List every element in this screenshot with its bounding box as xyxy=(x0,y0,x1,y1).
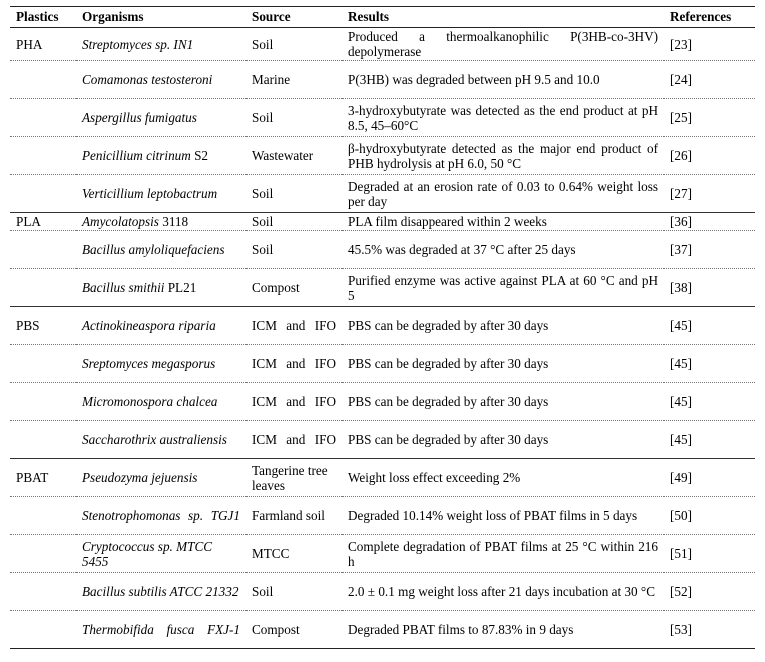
result-cell: Weight loss effect exceeding 2% xyxy=(342,459,664,497)
plastic-cell xyxy=(10,611,76,649)
table-row xyxy=(10,611,755,649)
organism-cell xyxy=(76,28,246,61)
organism-cell xyxy=(76,99,246,137)
plastic-cell xyxy=(10,231,76,269)
organism-name: Pseudozyma jejuensis xyxy=(82,470,198,485)
reference-cell: [50] xyxy=(664,497,755,535)
organism-name: Micromonospora chalcea xyxy=(82,394,218,409)
plastic-cell: PBS xyxy=(10,307,76,345)
reference-cell: [51] xyxy=(664,535,755,573)
result-cell: β-hydroxybutyrate detected as the major end product of PHB hydrolysis at pH 6.0, 50 °C xyxy=(342,137,664,175)
table-row xyxy=(10,28,755,61)
reference-cell: [52] xyxy=(664,573,755,611)
result-cell: Purified enzyme was active against PLA at 60 °C and pH 5 xyxy=(342,269,664,307)
result-cell: Degraded at an erosion rate of 0.03 to 0.64% weight loss per day xyxy=(342,175,664,213)
source-cell: Soil xyxy=(246,213,342,231)
table-row xyxy=(10,383,755,421)
strain-label: PL21 xyxy=(164,280,197,295)
source-cell: Soil xyxy=(246,28,342,61)
header-organisms: Organisms xyxy=(76,7,246,28)
organism-cell xyxy=(76,459,246,497)
organism-cell xyxy=(76,345,246,383)
result-cell: Degraded PBAT films to 87.83% in 9 days xyxy=(342,611,664,649)
reference-cell: [49] xyxy=(664,459,755,497)
organism-name: Cryptococcus sp. MTCC 5455 xyxy=(82,538,213,569)
plastic-cell xyxy=(10,497,76,535)
reference-cell: [45] xyxy=(664,345,755,383)
plastic-cell xyxy=(10,175,76,213)
source-cell: Soil xyxy=(246,175,342,213)
table-row xyxy=(10,137,755,175)
strain-label: 3118 xyxy=(158,214,189,229)
table-row xyxy=(10,231,755,269)
source-cell: Tangerine tree leaves xyxy=(246,459,342,497)
source-cell: MTCC xyxy=(246,535,342,573)
organism-name: Amycolatopsis xyxy=(82,214,159,229)
reference-cell: [45] xyxy=(664,421,755,459)
table-row xyxy=(10,175,755,213)
result-cell: 45.5% was degraded at 37 °C after 25 days xyxy=(342,231,664,269)
organism-name: Aspergillus fumigatus xyxy=(82,110,197,125)
source-cell: ICM and IFO xyxy=(246,421,342,459)
organism-name: Saccharothrix australiensis xyxy=(82,432,227,447)
reference-cell: [27] xyxy=(664,175,755,213)
reference-cell: [38] xyxy=(664,269,755,307)
result-cell: Produced a thermoalkanophilic P(3HB-co-3HV) depolymerase xyxy=(342,28,664,61)
reference-cell: [53] xyxy=(664,611,755,649)
organism-cell xyxy=(76,213,246,231)
result-cell: Degraded 10.14% weight loss of PBAT films in 5 days xyxy=(342,497,664,535)
organism-cell xyxy=(76,61,246,99)
degradation-table xyxy=(10,6,755,649)
source-cell: Marine xyxy=(246,61,342,99)
source-cell: Soil xyxy=(246,99,342,137)
organism-cell xyxy=(76,307,246,345)
reference-cell: [24] xyxy=(664,61,755,99)
source-cell: ICM and IFO xyxy=(246,307,342,345)
organism-cell xyxy=(76,137,246,175)
table-row xyxy=(10,345,755,383)
reference-cell: [26] xyxy=(664,137,755,175)
organism-cell xyxy=(76,383,246,421)
result-cell: PBS can be degraded by after 30 days xyxy=(342,383,664,421)
organism-name: Streptomyces sp. IN1 xyxy=(82,36,194,52)
source-cell: Compost xyxy=(246,269,342,307)
organism-cell xyxy=(76,497,246,535)
header-results: Results xyxy=(342,7,664,28)
header-references: References xyxy=(664,7,755,28)
source-cell: ICM and IFO xyxy=(246,345,342,383)
reference-cell: [37] xyxy=(664,231,755,269)
source-cell: Farmland soil xyxy=(246,497,342,535)
table-row xyxy=(10,99,755,137)
header-plastics: Plastics xyxy=(10,7,76,28)
source-cell: Soil xyxy=(246,231,342,269)
organism-name: Stenotrophomonas sp. TGJ1 xyxy=(82,508,240,523)
organism-name: Penicillium citrinum xyxy=(82,148,191,163)
result-cell: Complete degradation of PBAT films at 25 °C within 216 h xyxy=(342,535,664,573)
plastic-cell: PBAT xyxy=(10,459,76,497)
header-row xyxy=(10,7,755,28)
organism-name: Verticillium leptobactrum xyxy=(82,186,218,201)
result-cell: 3-hydroxybutyrate was detected as the end product at pH 8.5, 45–60°C xyxy=(342,99,664,137)
organism-cell xyxy=(76,535,246,573)
organism-cell xyxy=(76,573,246,611)
organism-cell xyxy=(76,421,246,459)
plastic-cell xyxy=(10,573,76,611)
result-cell: PLA film disappeared within 2 weeks xyxy=(342,213,664,231)
table-row xyxy=(10,269,755,307)
source-cell: ICM and IFO xyxy=(246,383,342,421)
result-cell: PBS can be degraded by after 30 days xyxy=(342,421,664,459)
source-cell: Soil xyxy=(246,573,342,611)
strain-label: S2 xyxy=(190,148,209,163)
source-cell: Compost xyxy=(246,611,342,649)
header-source: Source xyxy=(246,7,342,28)
result-cell: P(3HB) was degraded between pH 9.5 and 10.0 xyxy=(342,61,664,99)
plastic-cell xyxy=(10,61,76,99)
organism-name: Thermobifida fusca FXJ-1 xyxy=(82,622,240,637)
organism-name: Bacillus smithii xyxy=(82,280,165,295)
organism-cell xyxy=(76,231,246,269)
plastic-cell: PHA xyxy=(10,28,76,61)
plastic-cell xyxy=(10,99,76,137)
organism-name: Actinokineaspora riparia xyxy=(82,318,216,333)
organism-cell xyxy=(76,269,246,307)
organism-cell xyxy=(76,611,246,649)
plastic-cell xyxy=(10,137,76,175)
table-row xyxy=(10,497,755,535)
result-cell: PBS can be degraded by after 30 days xyxy=(342,307,664,345)
organism-cell xyxy=(76,175,246,213)
reference-cell: [25] xyxy=(664,99,755,137)
organism-name: Bacillus amyloliquefaciens xyxy=(82,242,225,257)
table-row xyxy=(10,61,755,99)
plastic-cell xyxy=(10,535,76,573)
plastic-cell xyxy=(10,345,76,383)
table-row xyxy=(10,535,755,573)
plastic-cell: PLA xyxy=(10,213,76,231)
table-row xyxy=(10,213,755,231)
table-row xyxy=(10,421,755,459)
table-row xyxy=(10,307,755,345)
organism-name: Comamonas testosteroni xyxy=(82,72,213,87)
reference-cell: [45] xyxy=(664,383,755,421)
plastic-cell xyxy=(10,383,76,421)
result-cell: PBS can be degraded by after 30 days xyxy=(342,345,664,383)
organism-name: Bacillus subtilis ATCC 21332 xyxy=(82,584,239,599)
result-cell: 2.0 ± 0.1 mg weight loss after 21 days incubation at 30 °C xyxy=(342,573,664,611)
organism-name: Sreptomyces megasporus xyxy=(82,356,216,371)
table-row xyxy=(10,573,755,611)
plastic-cell xyxy=(10,269,76,307)
source-cell: Wastewater xyxy=(246,137,342,175)
plastic-cell xyxy=(10,421,76,459)
table-row xyxy=(10,459,755,497)
reference-cell: [45] xyxy=(664,307,755,345)
reference-cell: [36] xyxy=(664,213,755,231)
reference-cell: [23] xyxy=(664,28,755,61)
